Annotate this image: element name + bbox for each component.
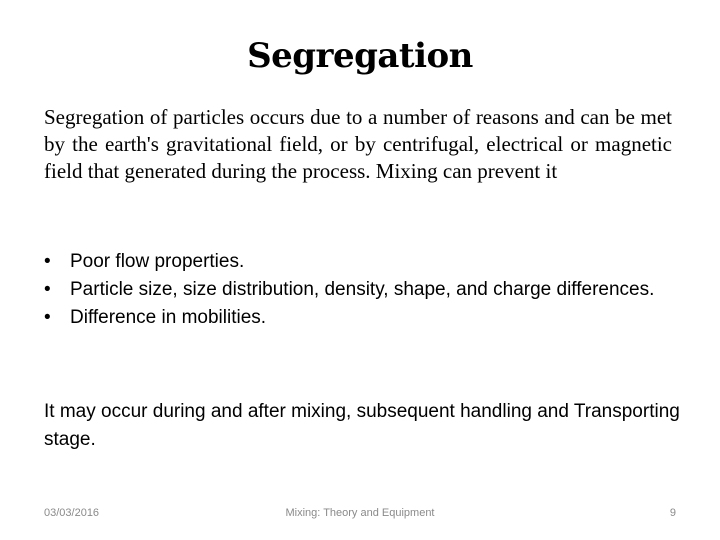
footer-date: 03/03/2016: [44, 507, 100, 519]
intro-paragraph: Segregation of particles occurs due to a number of reasons and can be met by the earth's gravitational field, or by centrifugal, electrical or magnetic field that generated during the process. Mixing can prevent it: [44, 105, 672, 183]
bullet-icon: •: [44, 251, 51, 272]
slide-title: Segregation: [247, 36, 473, 76]
bullet-text: Difference in mobilities.: [70, 307, 267, 328]
bullet-icon: •: [44, 279, 51, 300]
bullet-text: Particle size, size distribution, density, shape, and charge differences.: [70, 279, 655, 300]
closing-paragraph: It may occur during and after mixing, subsequent handling and Transporting stage.: [44, 401, 680, 450]
footer-page-number: 9: [669, 507, 676, 519]
bullet-list: [44, 248, 684, 332]
bullet-icon: •: [44, 307, 51, 328]
bullet-text: Poor flow properties.: [70, 251, 245, 272]
bullet-item: [44, 276, 684, 304]
bullet-item: [44, 248, 684, 276]
footer-title: Mixing: Theory and Equipment: [285, 507, 435, 519]
bullet-item: [44, 304, 684, 332]
